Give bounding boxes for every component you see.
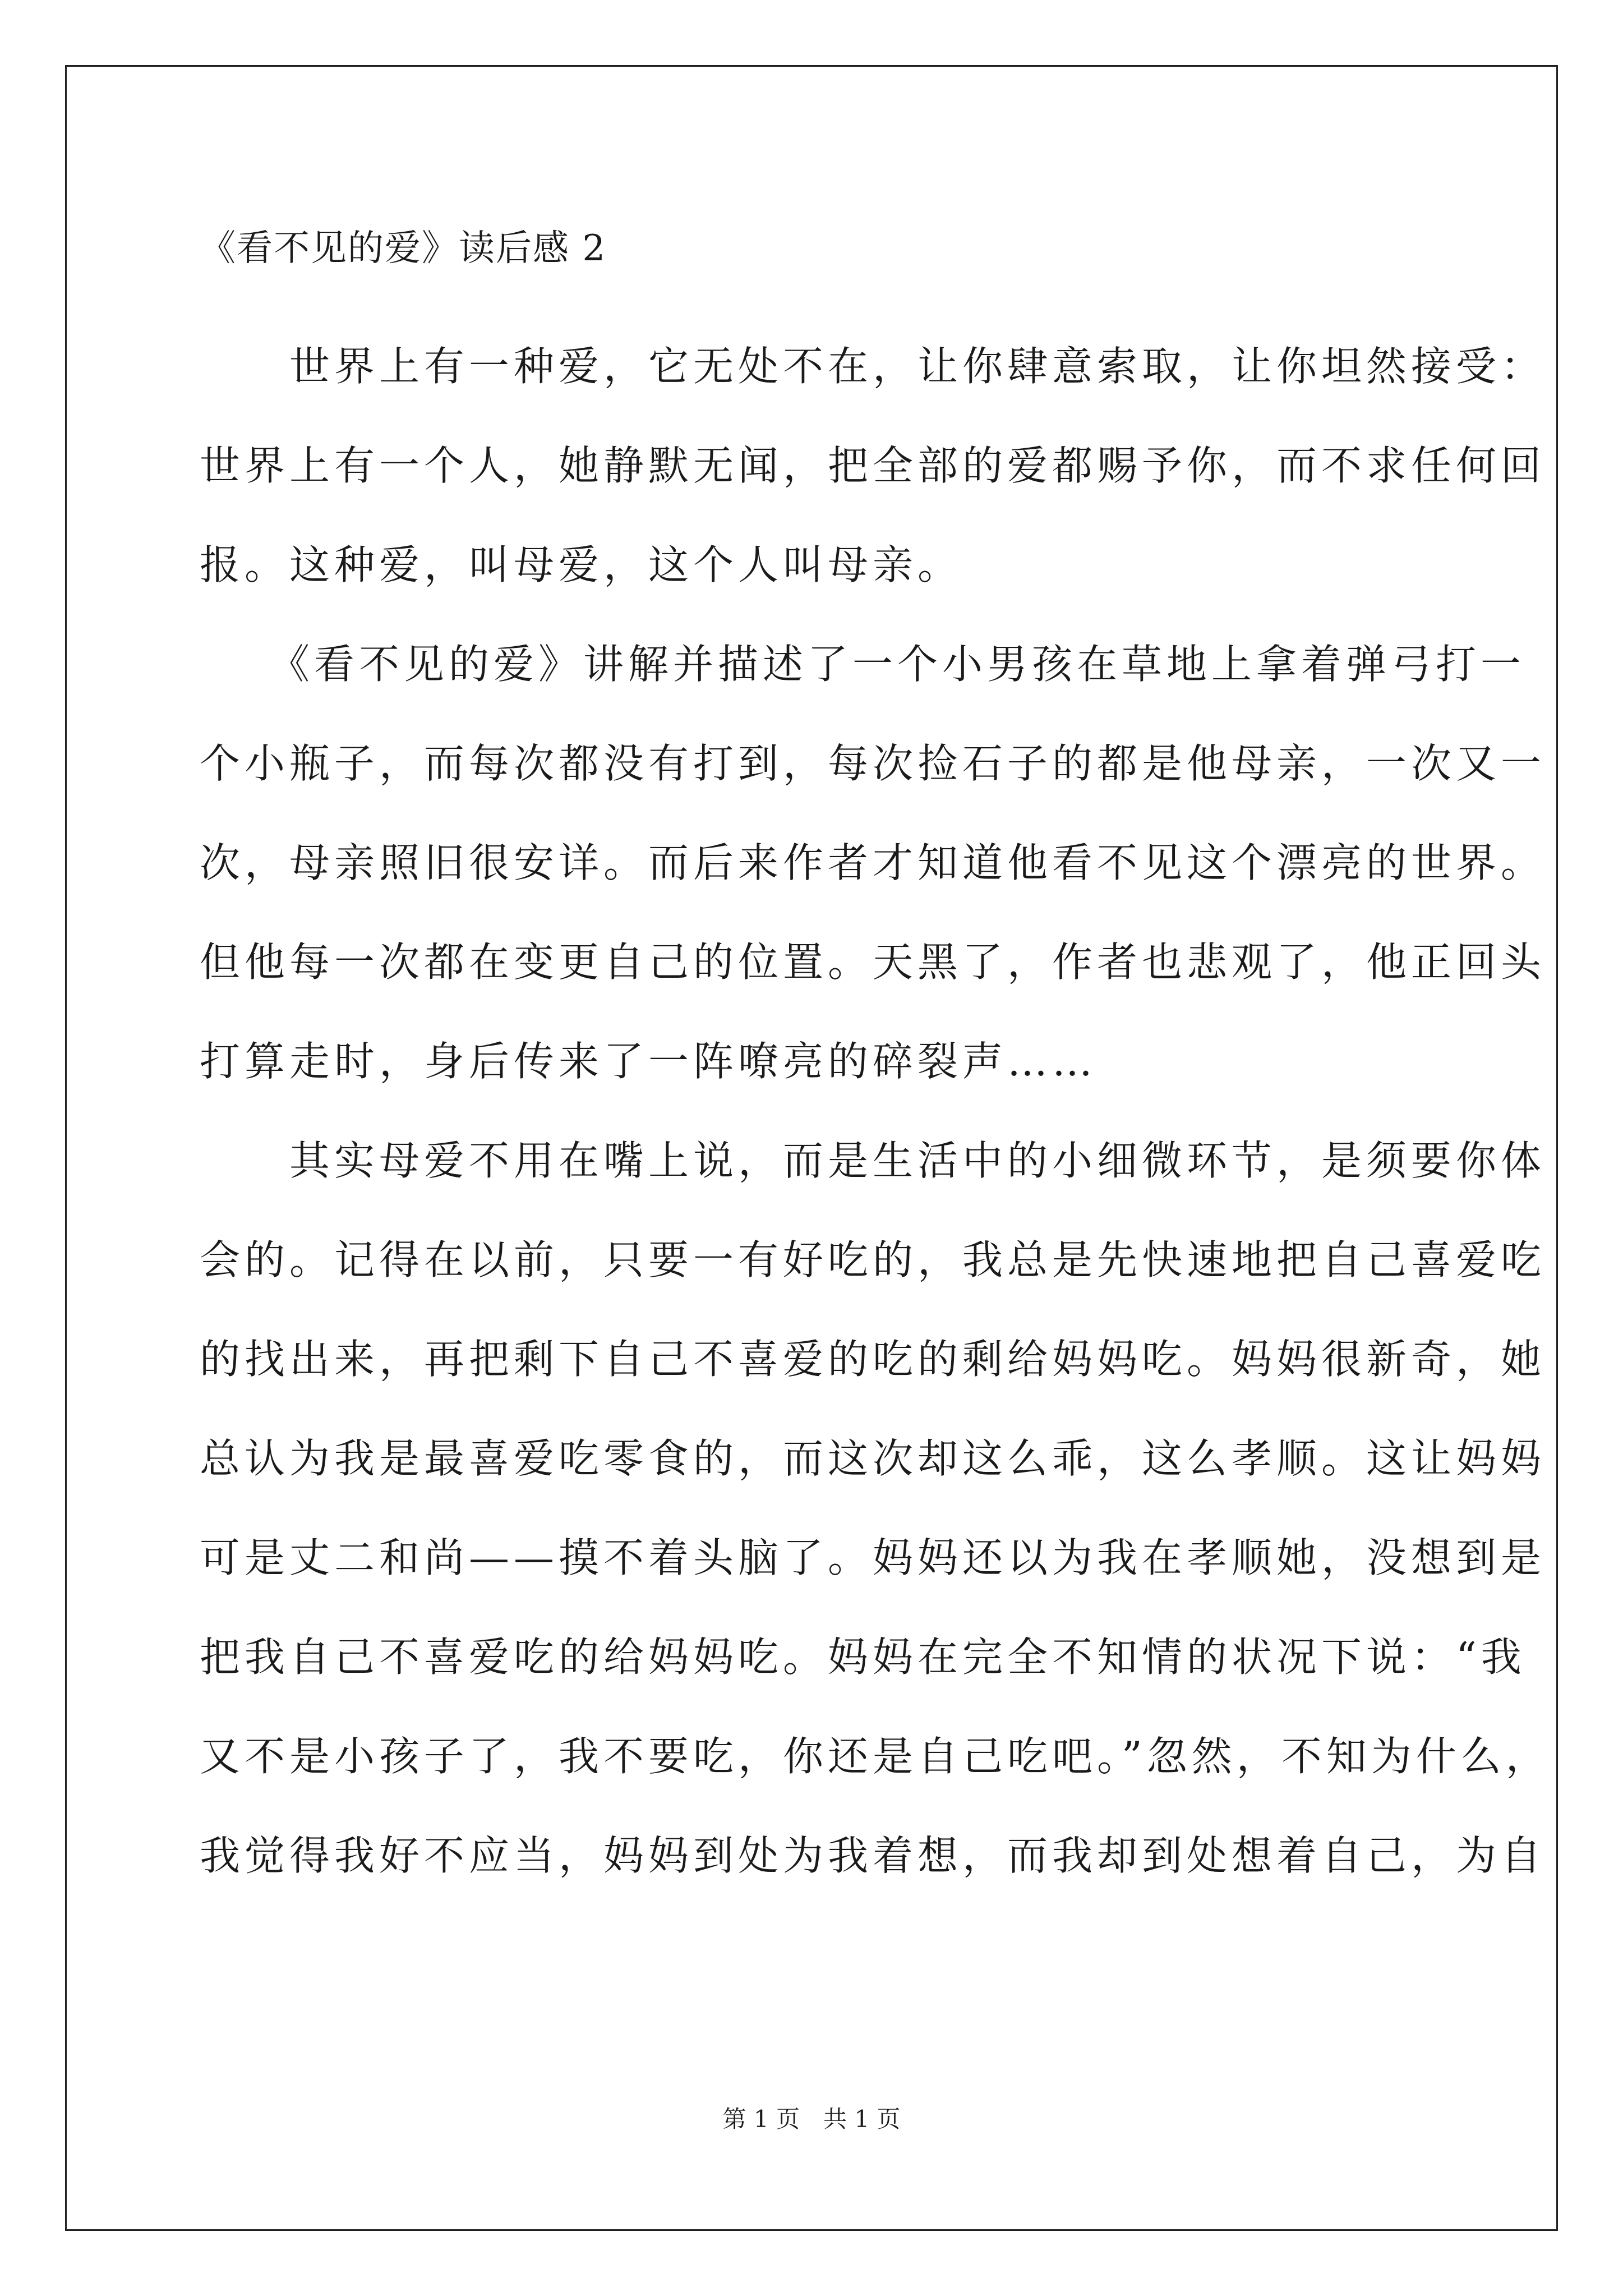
paragraph-line: 报。这种爱，叫母爱，这个人叫母亲。 [200,541,963,588]
page-footer: 第 1 页 共 1 页 [722,2105,901,2133]
paragraph-line: 个小瓶子，而每次都没有打到，每次捡石子的都是他母亲，一次又一 [200,740,1546,787]
paragraph-line: 但他每一次都在变更自己的位置。天黑了，作者也悲观了，他正回头 [200,938,1546,986]
paragraph-line: 我觉得我好不应当，妈妈到处为我着想，而我却到处想着自己，为自 [200,1832,1546,1879]
paragraph-line: 世界上有一个人，她静默无闻，把全部的爱都赐予你，而不求任何回 [200,442,1546,489]
paragraph-line: 可是丈二和尚——摸不着头脑了。妈妈还以为我在孝顺她，没想到是 [200,1534,1546,1581]
paragraph-line: 打算走时，身后传来了一阵嘹亮的碎裂声…… [200,1038,1098,1085]
paragraph-line: 《看不见的爱》讲解并描述了一个小男孩在草地上拿着弹弓打一 [200,641,1526,688]
paragraph-line: 的找出来，再把剩下自己不喜爱的吃的剩给妈妈吃。妈妈很新奇，她 [200,1336,1546,1383]
paragraph-line: 其实母爱不用在嘴上说，而是生活中的小细微环节，是须要你体 [200,1137,1546,1184]
paragraph-line: 次，母亲照旧很安详。而后来作者才知道他看不见这个漂亮的世界。 [200,839,1546,886]
paragraph-line: 会的。记得在以前，只要一有好吃的，我总是先快速地把自己喜爱吃 [200,1236,1546,1283]
paragraph-line: 总认为我是最喜爱吃零食的，而这次却这么乖，这么孝顺。这让妈妈 [200,1435,1546,1482]
document-title: 《看不见的爱》读后感 2 [200,228,607,269]
paragraph-line: 世界上有一种爱，它无处不在，让你肆意索取，让你坦然接受： [200,343,1546,390]
paragraph-line: 把我自己不喜爱吃的给妈妈吃。妈妈在完全不知情的状况下说：“我 [200,1634,1526,1681]
paragraph-line: 又不是小孩子了，我不要吃，你还是自己吃吧。”忽然，不知为什么， [200,1733,1551,1780]
